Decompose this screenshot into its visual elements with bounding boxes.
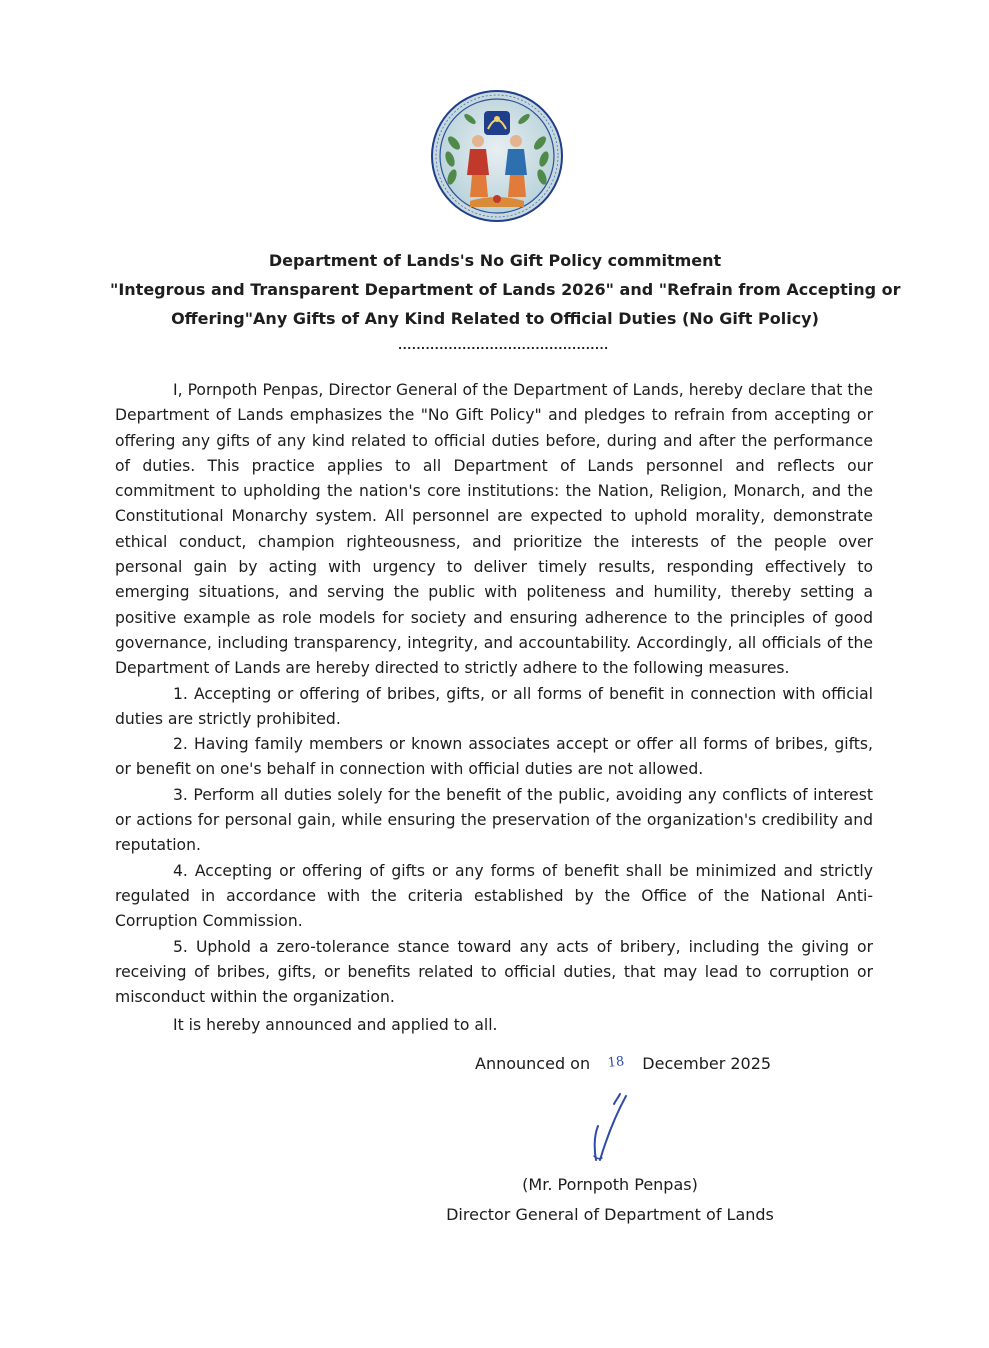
intro-paragraph: I, Pornpoth Penpas, Director General of the Department of Lands, hereby declare that the Department of Lands emphasizes the "No Gift Policy" and pledges to refrain from accepting or offering any gifts of any kind related to official duties before, during and after the performance of duties. This practice applies to all Department of Lands personnel and reflects our commitment to upholding the nation's core institutions: the Nation, Religion, Monarch, and the Constitutional Monarchy system. All personnel are expected to uphold morality, demonstrate ethical conduct, champion righteousness, and prioritize the interests of the people over personal gain by acting with urgency to deliver timely results, responding effectively to emerging situations, and serving the public with politeness and humility, thereby setting a positive example as role models for society and ensuring adherence to the principles of good governance, including transparency, integrity, and accountability. Accordingly, all officials of the Department of Lands are hereby directed to strictly adhere to the following measures.: [115, 381, 873, 678]
handwritten-day: 18: [607, 1054, 626, 1071]
announcement-date: [475, 1054, 771, 1073]
announce-prefix: Announced on: [475, 1054, 591, 1073]
title-line-1: Department of Lands's No Gift Policy commitment: [268, 251, 722, 270]
signatory-name: (Mr. Pornpoth Penpas): [522, 1175, 698, 1194]
measure-item-1: 1. Accepting or offering of bribes, gifts, or all forms of benefit in connection with official duties are strictly prohibited.: [115, 684, 873, 728]
document-title: [110, 246, 901, 333]
measure-item-3: 3. Perform all duties solely for the benefit of the public, avoiding any conflicts of interest or actions for personal gain, while ensuring the preservation of the organization's credibility and reputation.: [115, 785, 873, 855]
signature-icon: [582, 1090, 630, 1164]
signatory-title: Director General of Department of Lands: [446, 1205, 774, 1224]
announce-month-year: December 2025: [642, 1054, 772, 1073]
signatory-block: [440, 1170, 780, 1230]
seal-icon: [430, 89, 564, 223]
closing-statement: It is hereby announced and applied to all.: [173, 1016, 498, 1035]
measure-item-2: 2. Having family members or known associates accept or offer all forms of bribes, gifts, or benefit on one's behalf in connection with official duties are not allowed.: [115, 735, 873, 779]
document-body: [115, 378, 873, 1039]
measure-item-4: 4. Accepting or offering of gifts or any forms of benefit shall be minimized and strictly regulated in accordance with the criteria established by the Office of the National Anti-Corruption Commission.: [115, 861, 873, 931]
title-separator: ..............................................: [398, 339, 609, 352]
title-line-2: "Integrous and Transparent Department of Lands 2026" and "Refrain from Accepting or: [110, 280, 901, 299]
department-seal: [430, 89, 564, 223]
title-line-3: Offering"Any Gifts of Any Kind Related to Official Duties (No Gift Policy): [171, 309, 819, 328]
measure-item-5: 5. Uphold a zero-tolerance stance toward any acts of bribery, including the giving or receiving of bribes, gifts, or benefits related to official duties, that may lead to corruption or misconduct within the organization.: [115, 937, 873, 1007]
